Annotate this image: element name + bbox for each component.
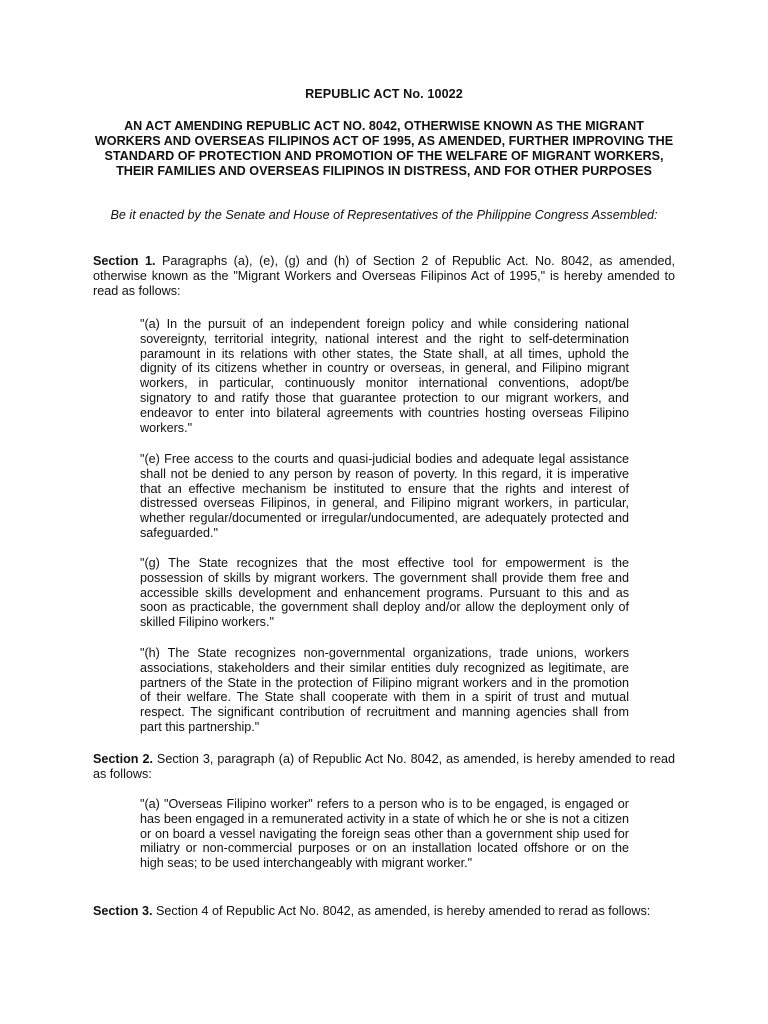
- section-2-paragraph: [93, 752, 675, 782]
- quote-paragraph-h: "(h) The State recognizes non-governmental organizations, trade unions, workers associations, stakeholders and their similar entities duly recognized as legitimate, are partners of the State in the protection of Filipino migrant workers and in the promotion of their welfare. The State shall cooperate with them in a spirit of trust and mutual respect. The significant contribution of recruitment and manning agencies shall from part this partnership.": [140, 646, 629, 734]
- quote-paragraph-e: "(e) Free access to the courts and quasi-judicial bodies and adequate legal assistance shall not be denied to any person by reason of poverty. In this regard, it is imperative that an effective mechanism be instituted to ensure that the rights and interest of distressed overseas Filipinos, in general, and Filipino migrant workers, in particular, whether regular/documented or irregular/undocumented, are adequately protected and safeguarded.": [140, 452, 629, 540]
- section-3-heading: Section 3.: [93, 904, 153, 918]
- section-1-heading: Section 1.: [93, 254, 156, 268]
- act-subtitle: AN ACT AMENDING REPUBLIC ACT NO. 8042, OTHERWISE KNOWN AS THE MIGRANT WORKERS AND OVERSEAS FILIPINOS ACT OF 1995, AS AMENDED, FURTHER IMPROVING THE STANDARD OF PROTECTION AND PROMOTION OF THE WELFARE OF MIGRANT WORKERS, THEIR FAMILIES AND OVERSEAS FILIPINOS IN DISTRESS, AND FOR OTHER PURPOSES: [94, 119, 674, 178]
- document-title: REPUBLIC ACT No. 10022: [305, 87, 463, 101]
- section-1-text: Paragraphs (a), (e), (g) and (h) of Section 2 of Republic Act. No. 8042, as amended, otherwise known as the "Migrant Workers and Overseas Filipinos Act of 1995," is hereby amended to read as follows:: [93, 254, 675, 298]
- quote-paragraph-g: "(g) The State recognizes that the most effective tool for empowerment is the possession of skills by migrant workers. The government shall provide them free and accessible skills development and enhancement programs. Pursuant to this and as soon as practicable, the government shall deploy and/or allow the deployment only of skilled Filipino workers.": [140, 556, 629, 630]
- section-1-paragraph: [93, 254, 675, 299]
- enacting-clause: Be it enacted by the Senate and House of Representatives of the Philippine Congress Assembled:: [110, 208, 658, 222]
- section-3-paragraph: [93, 904, 675, 919]
- section-2-text: Section 3, paragraph (a) of Republic Act No. 8042, as amended, is hereby amended to read as follows:: [93, 752, 675, 781]
- section-3-text: Section 4 of Republic Act No. 8042, as amended, is hereby amended to rerad as follows:: [152, 904, 651, 918]
- section-2-heading: Section 2.: [93, 752, 153, 766]
- quote-ofw-definition: "(a) "Overseas Filipino worker" refers to a person who is to be engaged, is engaged or has been engaged in a remunerated activity in a state of which he or she is not a citizen or on board a vessel navigating the foreign seas other than a government ship used for miliatry or non-commercial purposes or on an installation located offshore or on the high seas; to be used interchangeably with migrant worker.": [140, 797, 629, 871]
- quote-paragraph-a: "(a) In the pursuit of an independent foreign policy and while considering national sovereignty, territorial integrity, national interest and the right to self-determination paramount in its relations with other states, the State shall, at all times, uphold the dignity of its citizens whether in country or overseas, in general, and Filipino migrant workers, in particular, continuously monitor international conventions, adopt/be signatory to and ratify those that guarantee protection to our migrant workers, and endeavor to enter into bilateral agreements with countries hosting overseas Filipino workers.": [140, 317, 629, 435]
